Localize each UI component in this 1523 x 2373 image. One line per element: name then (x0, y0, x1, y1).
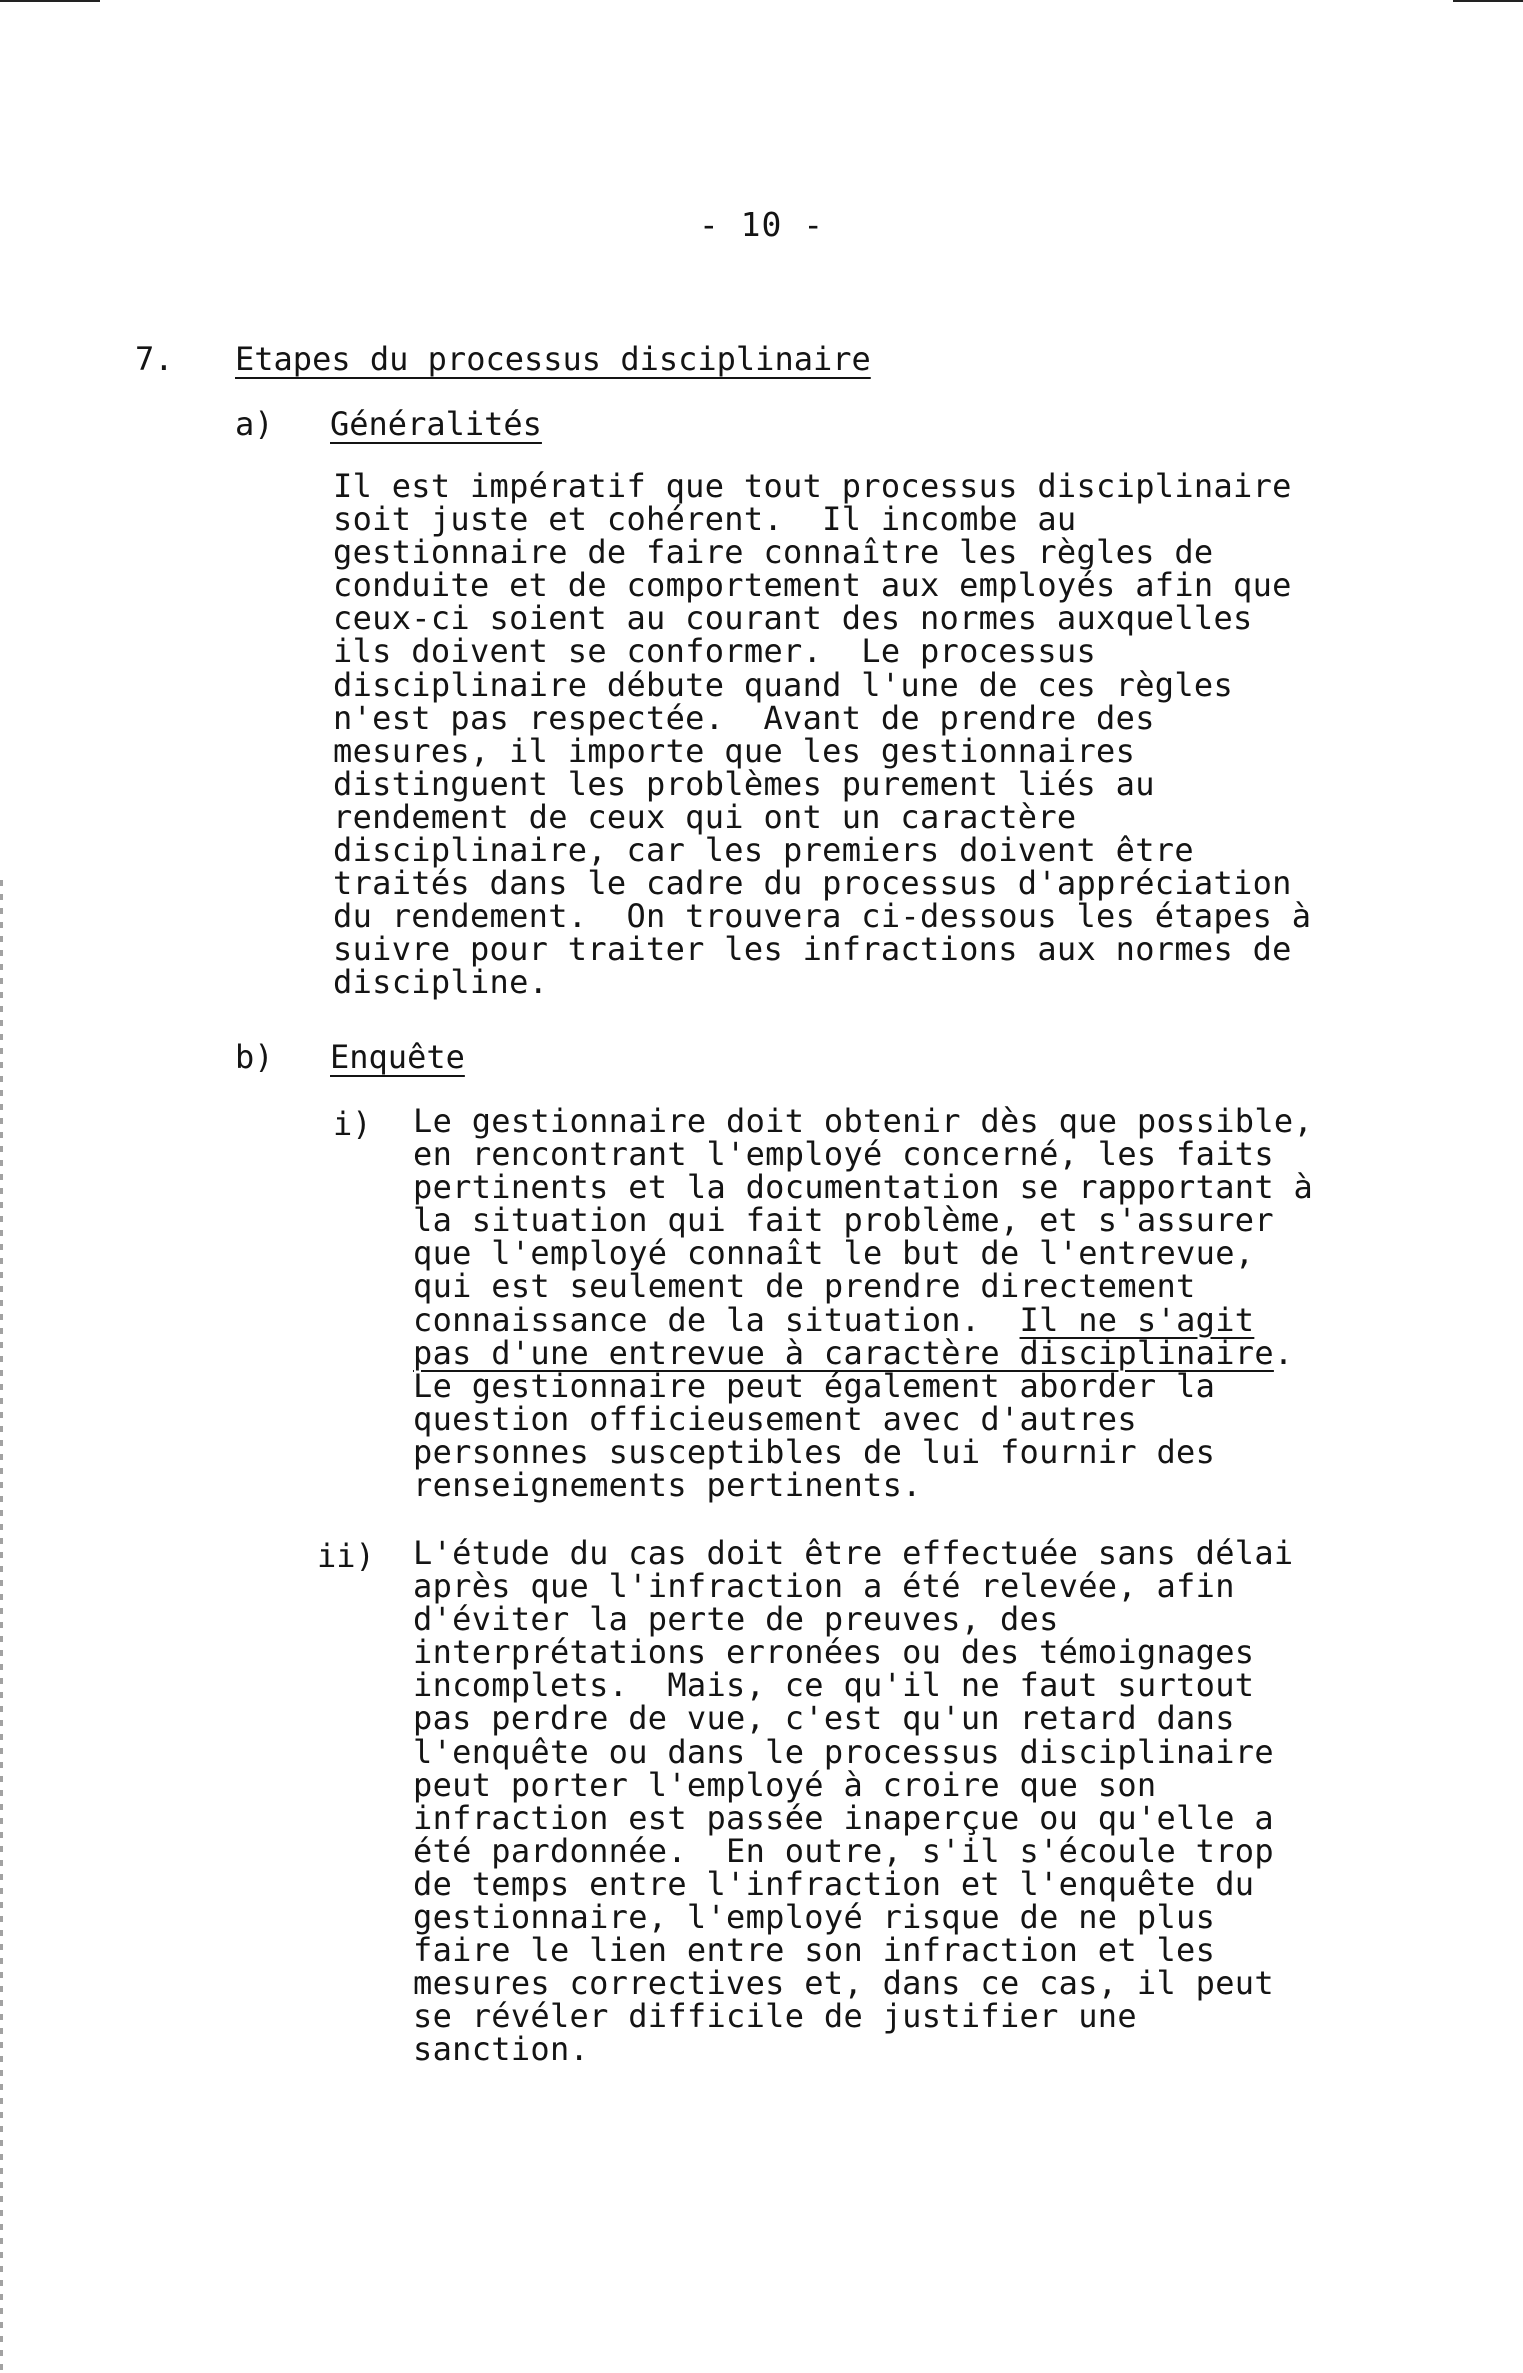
text-line: de temps entre l'infraction et l'enquête du (413, 1864, 1255, 1903)
text-line: soit juste et cohérent. Il incombe au (333, 500, 1077, 539)
text-line: discipline. (333, 963, 549, 1002)
text-line: infraction est passée inaperçue ou qu'elle a (413, 1798, 1274, 1837)
text-line: gestionnaire, l'employé risque de ne plus (413, 1898, 1216, 1937)
text-line: peut porter l'employé à croire que son (413, 1765, 1157, 1804)
text-line: disciplinaire débute quand l'une de ces règles (333, 665, 1234, 704)
text-line: distinguent les problèmes purement liés au (333, 764, 1155, 803)
text-line: n'est pas respectée. Avant de prendre des (333, 698, 1155, 737)
paragraph-item-ii (413, 1534, 1294, 2069)
section-number: 7. (135, 340, 174, 378)
text-line: qui est seulement de prendre directement (413, 1267, 1196, 1306)
subsection-b-marker: b) (235, 1038, 274, 1076)
text-line: ceux-ci soient au courant des normes auxquelles (333, 599, 1253, 638)
text-line: suivre pour traiter les infractions aux normes de (333, 930, 1292, 969)
subsection-a-marker: a) (235, 405, 274, 443)
text-line: Le gestionnaire peut également aborder la (413, 1366, 1216, 1405)
text-line: renseignements pertinents. (413, 1466, 922, 1505)
text-line: été pardonnée. En outre, s'il s'écoule trop (413, 1831, 1274, 1870)
item-i-marker: i) (333, 1105, 372, 1143)
text-line: disciplinaire, car les premiers doivent être (333, 831, 1194, 870)
paragraph-generalites (333, 467, 1312, 1002)
text-line: interprétations erronées ou des témoignages (413, 1633, 1255, 1672)
scan-edge-artifact (0, 880, 3, 2373)
text-line: que l'employé connaît le but de l'entrevue, (413, 1234, 1255, 1273)
text-line: rendement de ceux qui ont un caractère (333, 797, 1077, 836)
text-line: incomplets. Mais, ce qu'il ne faut surtout (413, 1666, 1255, 1705)
text-line: mesures correctives et, dans ce cas, il peut (413, 1964, 1274, 2003)
subsection-a-title: Généralités (330, 405, 542, 443)
text-line: du rendement. On trouvera ci-dessous les étapes à (333, 897, 1312, 936)
text-line: Il est impératif que tout processus disciplinaire (333, 467, 1292, 505)
text-line: en rencontrant l'employé concerné, les faits (413, 1135, 1274, 1174)
scan-edge-mark (0, 0, 100, 2)
page-number: - 10 - (698, 205, 825, 244)
text-line: se révéler difficile de justifier une (413, 1997, 1137, 2036)
text-line: question officieusement avec d'autres (413, 1399, 1137, 1438)
text-line: traités dans le cadre du processus d'appréciation (333, 864, 1292, 903)
text-line: . (1273, 1333, 1294, 1372)
scan-edge-mark (1453, 0, 1523, 2)
text-line: sanction. (413, 2030, 590, 2069)
text-line: la situation qui fait problème, et s'assurer (413, 1201, 1274, 1240)
text-line: conduite et de comportement aux employés afin que (333, 566, 1292, 605)
underlined-text: pas d'une entrevue à caractère disciplinaire (413, 1333, 1274, 1372)
underlined-text: Il ne s'agit (1019, 1300, 1255, 1339)
text-line: pertinents et la documentation se rapportant à (413, 1168, 1314, 1207)
text-line: ils doivent se conformer. Le processus (333, 632, 1097, 671)
text-line: Le gestionnaire doit obtenir dès que possible, (413, 1102, 1314, 1140)
text-line: pas perdre de vue, c'est qu'un retard dans (413, 1699, 1235, 1738)
paragraph-item-i (413, 1102, 1314, 1505)
text-line: après que l'infraction a été relevée, afin (413, 1567, 1235, 1606)
text-line: personnes susceptibles de lui fournir des (413, 1432, 1216, 1471)
text-line: mesures, il importe que les gestionnaires (333, 731, 1136, 770)
subsection-b-title: Enquête (330, 1038, 465, 1076)
text-line: l'enquête ou dans le processus disciplinaire (413, 1732, 1274, 1771)
item-ii-marker: ii) (317, 1537, 375, 1575)
text-line: faire le lien entre son infraction et les (413, 1931, 1216, 1970)
text-line: L'étude du cas doit être effectuée sans délai (413, 1534, 1294, 1572)
text-line: connaissance de la situation. (413, 1300, 1020, 1339)
text-line: gestionnaire de faire connaître les règles de (333, 533, 1214, 572)
text-line: d'éviter la perte de preuves, des (413, 1600, 1059, 1639)
section-title: Etapes du processus disciplinaire (235, 340, 871, 378)
